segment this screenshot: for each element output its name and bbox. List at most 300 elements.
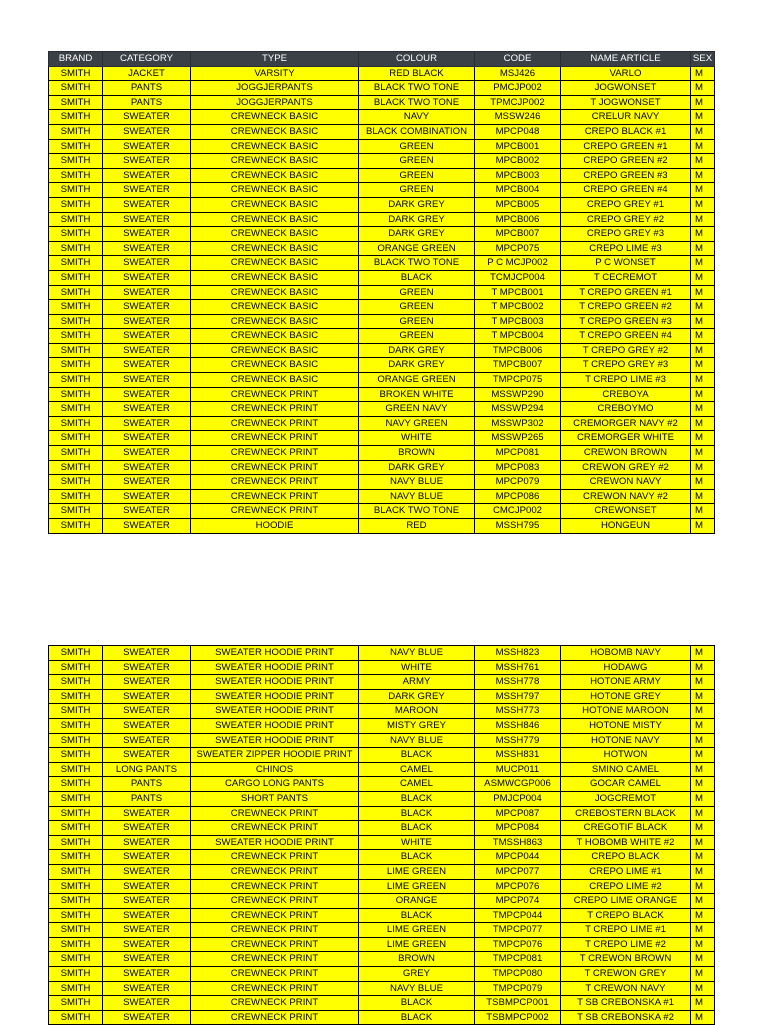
type-cell: CREWNECK PRINT	[191, 489, 359, 504]
category-cell: SWEATER	[103, 981, 191, 996]
category-cell: SWEATER	[103, 197, 191, 212]
code-cell: MSSH779	[475, 733, 561, 748]
name-article-cell: CREPO LIME #3	[561, 241, 691, 256]
sex-cell: M	[691, 66, 715, 81]
type-cell: CREWNECK BASIC	[191, 314, 359, 329]
product-table-2	[48, 645, 714, 1025]
brand-cell: SMITH	[49, 923, 103, 938]
code-cell: ASMWCGP006	[475, 777, 561, 792]
category-cell: SWEATER	[103, 675, 191, 690]
name-article-cell: CREGOTIF BLACK	[561, 821, 691, 836]
code-cell: TSBMPCP001	[475, 996, 561, 1011]
table-row	[49, 358, 715, 373]
category-cell: SWEATER	[103, 358, 191, 373]
code-cell: MSSH761	[475, 660, 561, 675]
brand-cell: SMITH	[49, 864, 103, 879]
code-cell: T MPCB003	[475, 314, 561, 329]
code-cell: MSSH797	[475, 689, 561, 704]
table-row	[49, 402, 715, 417]
colour-cell: MISTY GREY	[359, 718, 475, 733]
sex-cell: M	[691, 967, 715, 982]
name-article-cell: SMINO CAMEL	[561, 762, 691, 777]
type-cell: CREWNECK PRINT	[191, 908, 359, 923]
colour-cell: BLACK	[359, 996, 475, 1011]
category-cell: SWEATER	[103, 373, 191, 388]
colour-cell: ORANGE GREEN	[359, 373, 475, 388]
brand-cell: SMITH	[49, 183, 103, 198]
table-row	[49, 329, 715, 344]
table-row	[49, 270, 715, 285]
brand-cell: SMITH	[49, 343, 103, 358]
name-article-cell: HODAWG	[561, 660, 691, 675]
brand-cell: SMITH	[49, 460, 103, 475]
code-cell: TMPCP081	[475, 952, 561, 967]
brand-cell: SMITH	[49, 879, 103, 894]
type-cell: CREWNECK PRINT	[191, 923, 359, 938]
table-row	[49, 646, 715, 661]
type-cell: CREWNECK PRINT	[191, 475, 359, 490]
colour-cell: WHITE	[359, 431, 475, 446]
type-cell: CREWNECK PRINT	[191, 416, 359, 431]
category-cell: SWEATER	[103, 937, 191, 952]
type-cell: SWEATER HOODIE PRINT	[191, 660, 359, 675]
type-cell: CREWNECK PRINT	[191, 952, 359, 967]
category-cell: SWEATER	[103, 704, 191, 719]
table-row	[49, 850, 715, 865]
name-article-cell: CRELUR NAVY	[561, 110, 691, 125]
name-article-cell: CREPO LIME #2	[561, 879, 691, 894]
type-cell: CREWNECK BASIC	[191, 168, 359, 183]
type-cell: SWEATER HOODIE PRINT	[191, 646, 359, 661]
type-cell: CREWNECK PRINT	[191, 504, 359, 519]
type-cell: CREWNECK BASIC	[191, 329, 359, 344]
type-cell: CREWNECK BASIC	[191, 300, 359, 315]
header-type: TYPE	[191, 52, 359, 67]
code-cell: MPCB003	[475, 168, 561, 183]
code-cell: T MPCB004	[475, 329, 561, 344]
category-cell: SWEATER	[103, 646, 191, 661]
category-cell: SWEATER	[103, 300, 191, 315]
table-row	[49, 718, 715, 733]
type-cell: CREWNECK PRINT	[191, 996, 359, 1011]
category-cell: SWEATER	[103, 285, 191, 300]
code-cell: MPCP048	[475, 124, 561, 139]
brand-cell: SMITH	[49, 806, 103, 821]
table-row	[49, 996, 715, 1011]
sex-cell: M	[691, 416, 715, 431]
category-cell: SWEATER	[103, 139, 191, 154]
type-cell: SWEATER HOODIE PRINT	[191, 835, 359, 850]
name-article-cell: T CREWON GREY	[561, 967, 691, 982]
sex-cell: M	[691, 343, 715, 358]
code-cell: TMPCP044	[475, 908, 561, 923]
brand-cell: SMITH	[49, 704, 103, 719]
code-cell: TMSSH863	[475, 835, 561, 850]
type-cell: CREWNECK PRINT	[191, 937, 359, 952]
category-cell: SWEATER	[103, 256, 191, 271]
table-row	[49, 300, 715, 315]
code-cell: MPCP076	[475, 879, 561, 894]
table-row	[49, 762, 715, 777]
sex-cell: M	[691, 446, 715, 461]
brand-cell: SMITH	[49, 718, 103, 733]
brand-cell: SMITH	[49, 981, 103, 996]
brand-cell: SMITH	[49, 81, 103, 96]
sex-cell: M	[691, 923, 715, 938]
sex-cell: M	[691, 519, 715, 534]
type-cell: SHORT PANTS	[191, 791, 359, 806]
header-name-article: NAME ARTICLE	[561, 52, 691, 67]
type-cell: CREWNECK PRINT	[191, 864, 359, 879]
type-cell: HOODIE	[191, 519, 359, 534]
colour-cell: WHITE	[359, 660, 475, 675]
brand-cell: SMITH	[49, 416, 103, 431]
sex-cell: M	[691, 154, 715, 169]
type-cell: CREWNECK PRINT	[191, 967, 359, 982]
type-cell: CREWNECK BASIC	[191, 373, 359, 388]
category-cell: SWEATER	[103, 806, 191, 821]
category-cell: PANTS	[103, 791, 191, 806]
name-article-cell: T CREPO GREEN #4	[561, 329, 691, 344]
name-article-cell: T CREPO LIME #2	[561, 937, 691, 952]
type-cell: CREWNECK BASIC	[191, 212, 359, 227]
brand-cell: SMITH	[49, 937, 103, 952]
name-article-cell: HOTONE NAVY	[561, 733, 691, 748]
brand-cell: SMITH	[49, 748, 103, 763]
code-cell: MPCB006	[475, 212, 561, 227]
code-cell: MSSW246	[475, 110, 561, 125]
name-article-cell: CREPO GREEN #1	[561, 139, 691, 154]
table-row	[49, 475, 715, 490]
brand-cell: SMITH	[49, 168, 103, 183]
name-article-cell: CREPO GREY #3	[561, 227, 691, 242]
category-cell: LONG PANTS	[103, 762, 191, 777]
name-article-cell: CREPO GREEN #3	[561, 168, 691, 183]
table-row	[49, 952, 715, 967]
type-cell: SWEATER HOODIE PRINT	[191, 704, 359, 719]
category-cell: SWEATER	[103, 329, 191, 344]
code-cell: P C MCJP002	[475, 256, 561, 271]
category-cell: SWEATER	[103, 183, 191, 198]
colour-cell: LIME GREEN	[359, 879, 475, 894]
table-row	[49, 821, 715, 836]
header-colour: COLOUR	[359, 52, 475, 67]
colour-cell: NAVY BLUE	[359, 646, 475, 661]
brand-cell: SMITH	[49, 358, 103, 373]
colour-cell: GREEN	[359, 183, 475, 198]
brand-cell: SMITH	[49, 241, 103, 256]
brand-cell: SMITH	[49, 402, 103, 417]
type-cell: CHINOS	[191, 762, 359, 777]
colour-cell: BLACK TWO TONE	[359, 256, 475, 271]
brand-cell: SMITH	[49, 689, 103, 704]
brand-cell: SMITH	[49, 110, 103, 125]
brand-cell: SMITH	[49, 314, 103, 329]
table-row	[49, 343, 715, 358]
brand-cell: SMITH	[49, 227, 103, 242]
brand-cell: SMITH	[49, 197, 103, 212]
name-article-cell: CREPO GREEN #2	[561, 154, 691, 169]
sex-cell: M	[691, 139, 715, 154]
code-cell: TMPCP077	[475, 923, 561, 938]
code-cell: MSSWP265	[475, 431, 561, 446]
code-cell: MPCB002	[475, 154, 561, 169]
sex-cell: M	[691, 270, 715, 285]
sex-cell: M	[691, 285, 715, 300]
type-cell: CREWNECK PRINT	[191, 1010, 359, 1025]
name-article-cell: HONGEUN	[561, 519, 691, 534]
name-article-cell: T SB CREBONSKA #2	[561, 1010, 691, 1025]
sex-cell: M	[691, 864, 715, 879]
name-article-cell: CREBOYMO	[561, 402, 691, 417]
type-cell: CREWNECK PRINT	[191, 431, 359, 446]
colour-cell: GREEN	[359, 314, 475, 329]
category-cell: SWEATER	[103, 718, 191, 733]
name-article-cell: T CREPO LIME #3	[561, 373, 691, 388]
brand-cell: SMITH	[49, 256, 103, 271]
colour-cell: ORANGE GREEN	[359, 241, 475, 256]
table-row	[49, 981, 715, 996]
type-cell: CREWNECK BASIC	[191, 110, 359, 125]
sex-cell: M	[691, 212, 715, 227]
category-cell: SWEATER	[103, 519, 191, 534]
colour-cell: GREEN	[359, 285, 475, 300]
sex-cell: M	[691, 110, 715, 125]
header-sex: SEX	[691, 52, 715, 67]
sex-cell: M	[691, 689, 715, 704]
category-cell: SWEATER	[103, 894, 191, 909]
sex-cell: M	[691, 489, 715, 504]
colour-cell: BROKEN WHITE	[359, 387, 475, 402]
code-cell: TCMJCP004	[475, 270, 561, 285]
brand-cell: SMITH	[49, 850, 103, 865]
name-article-cell: HOTONE ARMY	[561, 675, 691, 690]
name-article-cell: HOTONE MAROON	[561, 704, 691, 719]
table-row	[49, 154, 715, 169]
sex-cell: M	[691, 850, 715, 865]
table-row	[49, 416, 715, 431]
type-cell: SWEATER HOODIE PRINT	[191, 675, 359, 690]
name-article-cell: CREMORGER NAVY #2	[561, 416, 691, 431]
brand-cell: SMITH	[49, 270, 103, 285]
code-cell: MSSWP290	[475, 387, 561, 402]
sex-cell: M	[691, 241, 715, 256]
sex-cell: M	[691, 402, 715, 417]
name-article-cell: CREPO GREEN #4	[561, 183, 691, 198]
name-article-cell: HOBOMB NAVY	[561, 646, 691, 661]
code-cell: MPCB007	[475, 227, 561, 242]
code-cell: MPCP075	[475, 241, 561, 256]
colour-cell: DARK GREY	[359, 358, 475, 373]
category-cell: SWEATER	[103, 489, 191, 504]
type-cell: CREWNECK PRINT	[191, 402, 359, 417]
brand-cell: SMITH	[49, 646, 103, 661]
table-row	[49, 835, 715, 850]
category-cell: SWEATER	[103, 835, 191, 850]
type-cell: CREWNECK PRINT	[191, 806, 359, 821]
category-cell: SWEATER	[103, 402, 191, 417]
code-cell: MSSH823	[475, 646, 561, 661]
category-cell: PANTS	[103, 95, 191, 110]
sex-cell: M	[691, 475, 715, 490]
colour-cell: LIME GREEN	[359, 864, 475, 879]
code-cell: MSSWP302	[475, 416, 561, 431]
code-cell: MSSH846	[475, 718, 561, 733]
brand-cell: SMITH	[49, 95, 103, 110]
colour-cell: BLACK TWO TONE	[359, 95, 475, 110]
type-cell: CREWNECK BASIC	[191, 139, 359, 154]
type-cell: CREWNECK BASIC	[191, 154, 359, 169]
colour-cell: GREEN NAVY	[359, 402, 475, 417]
table-row	[49, 660, 715, 675]
code-cell: MPCP086	[475, 489, 561, 504]
category-cell: SWEATER	[103, 110, 191, 125]
table-row	[49, 689, 715, 704]
category-cell: SWEATER	[103, 864, 191, 879]
colour-cell: BLACK TWO TONE	[359, 504, 475, 519]
colour-cell: BLACK	[359, 791, 475, 806]
type-cell: CREWNECK BASIC	[191, 270, 359, 285]
name-article-cell: T JOGWONSET	[561, 95, 691, 110]
name-article-cell: CREPO BLACK #1	[561, 124, 691, 139]
type-cell: CREWNECK PRINT	[191, 850, 359, 865]
code-cell: TMPCP075	[475, 373, 561, 388]
brand-cell: SMITH	[49, 777, 103, 792]
code-cell: MPCP077	[475, 864, 561, 879]
colour-cell: DARK GREY	[359, 197, 475, 212]
category-cell: SWEATER	[103, 660, 191, 675]
table-row	[49, 748, 715, 763]
code-cell: TSBMPCP002	[475, 1010, 561, 1025]
table-row	[49, 373, 715, 388]
brand-cell: SMITH	[49, 139, 103, 154]
sex-cell: M	[691, 431, 715, 446]
sex-cell: M	[691, 95, 715, 110]
name-article-cell: CREBOYA	[561, 387, 691, 402]
table-row	[49, 431, 715, 446]
name-article-cell: CREWON GREY #2	[561, 460, 691, 475]
colour-cell: MAROON	[359, 704, 475, 719]
name-article-cell: T CREPO GREEN #3	[561, 314, 691, 329]
brand-cell: SMITH	[49, 124, 103, 139]
table-row	[49, 197, 715, 212]
type-cell: SWEATER ZIPPER HOODIE PRINT	[191, 748, 359, 763]
sex-cell: M	[691, 894, 715, 909]
sex-cell: M	[691, 937, 715, 952]
product-table-1	[48, 51, 714, 534]
brand-cell: SMITH	[49, 967, 103, 982]
table-row	[49, 791, 715, 806]
sex-cell: M	[691, 660, 715, 675]
brand-cell: SMITH	[49, 821, 103, 836]
table-row	[49, 864, 715, 879]
sex-cell: M	[691, 314, 715, 329]
category-cell: SWEATER	[103, 748, 191, 763]
sex-cell: M	[691, 504, 715, 519]
brand-cell: SMITH	[49, 373, 103, 388]
colour-cell: BLACK	[359, 270, 475, 285]
colour-cell: DARK GREY	[359, 227, 475, 242]
sex-cell: M	[691, 168, 715, 183]
category-cell: SWEATER	[103, 387, 191, 402]
code-cell: TMPCP079	[475, 981, 561, 996]
header-brand: BRAND	[49, 52, 103, 67]
code-cell: TMPCP076	[475, 937, 561, 952]
colour-cell: GREEN	[359, 139, 475, 154]
brand-cell: SMITH	[49, 733, 103, 748]
colour-cell: NAVY	[359, 110, 475, 125]
table-row	[49, 894, 715, 909]
category-cell: SWEATER	[103, 923, 191, 938]
colour-cell: GREY	[359, 967, 475, 982]
brand-cell: SMITH	[49, 908, 103, 923]
type-cell: CREWNECK BASIC	[191, 197, 359, 212]
type-cell: CREWNECK BASIC	[191, 343, 359, 358]
name-article-cell: JOGCREMOT	[561, 791, 691, 806]
table-row	[49, 806, 715, 821]
category-cell: SWEATER	[103, 416, 191, 431]
brand-cell: SMITH	[49, 519, 103, 534]
category-cell: SWEATER	[103, 504, 191, 519]
colour-cell: WHITE	[359, 835, 475, 850]
brand-cell: SMITH	[49, 212, 103, 227]
name-article-cell: HOTONE GREY	[561, 689, 691, 704]
name-article-cell: T HOBOMB WHITE #2	[561, 835, 691, 850]
sex-cell: M	[691, 835, 715, 850]
category-cell: SWEATER	[103, 689, 191, 704]
type-cell: CARGO LONG PANTS	[191, 777, 359, 792]
sex-cell: M	[691, 358, 715, 373]
colour-cell: NAVY GREEN	[359, 416, 475, 431]
code-cell: TMPCB007	[475, 358, 561, 373]
brand-cell: SMITH	[49, 996, 103, 1011]
table-row	[49, 879, 715, 894]
brand-cell: SMITH	[49, 894, 103, 909]
table-row	[49, 81, 715, 96]
type-cell: CREWNECK BASIC	[191, 256, 359, 271]
colour-cell: LIME GREEN	[359, 937, 475, 952]
table-row	[49, 227, 715, 242]
table-row	[49, 139, 715, 154]
table-header-row	[49, 52, 715, 67]
name-article-cell: T SB CREBONSKA #1	[561, 996, 691, 1011]
code-cell: MSSH831	[475, 748, 561, 763]
table-row	[49, 168, 715, 183]
code-cell: MSJ426	[475, 66, 561, 81]
table-row	[49, 967, 715, 982]
sex-cell: M	[691, 806, 715, 821]
category-cell: SWEATER	[103, 460, 191, 475]
type-cell: CREWNECK BASIC	[191, 241, 359, 256]
colour-cell: BLACK	[359, 850, 475, 865]
category-cell: SWEATER	[103, 343, 191, 358]
category-cell: SWEATER	[103, 227, 191, 242]
colour-cell: BLACK	[359, 806, 475, 821]
sex-cell: M	[691, 227, 715, 242]
name-article-cell: T CREWON NAVY	[561, 981, 691, 996]
table-row	[49, 923, 715, 938]
brand-cell: SMITH	[49, 329, 103, 344]
code-cell: PMJCP004	[475, 791, 561, 806]
table-row	[49, 241, 715, 256]
brand-cell: SMITH	[49, 1010, 103, 1025]
type-cell: SWEATER HOODIE PRINT	[191, 733, 359, 748]
code-cell: TPMCJP002	[475, 95, 561, 110]
sex-cell: M	[691, 981, 715, 996]
brand-cell: SMITH	[49, 791, 103, 806]
colour-cell: BLACK COMBINATION	[359, 124, 475, 139]
code-cell: MSSH778	[475, 675, 561, 690]
